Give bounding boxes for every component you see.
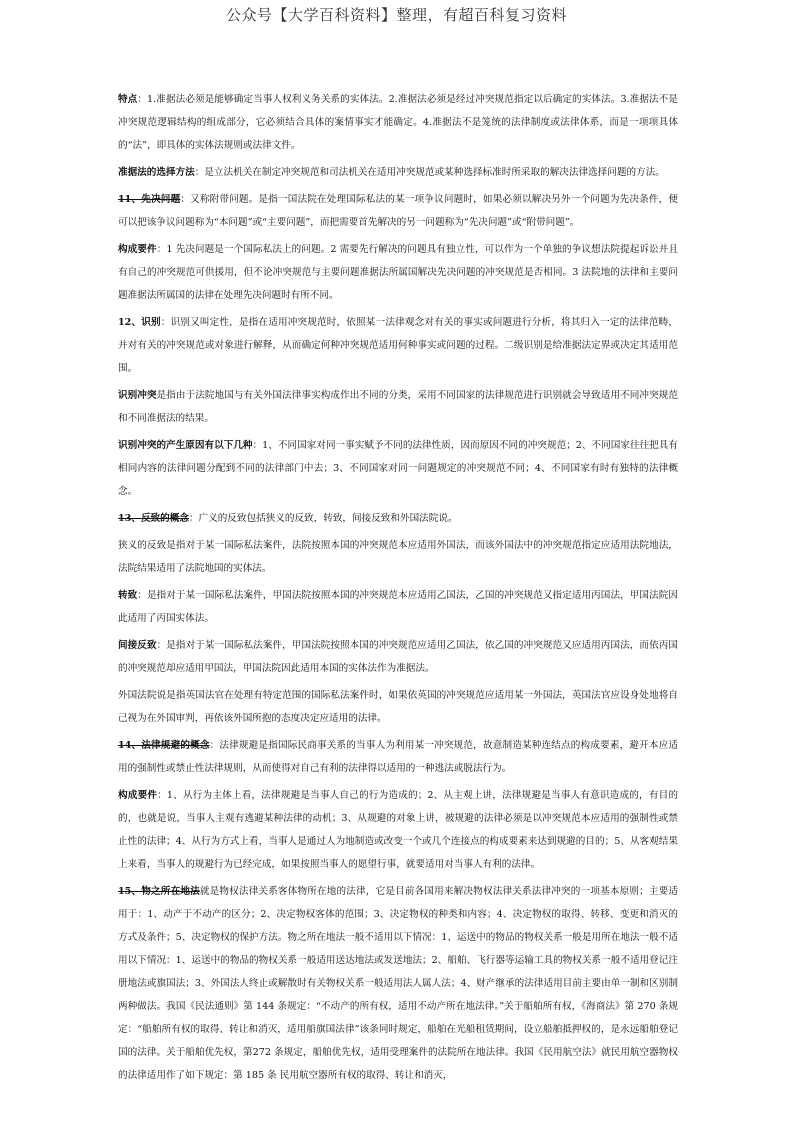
term-heading: 转致 [118, 590, 138, 601]
paragraph-conflict-of-characterization [118, 384, 678, 430]
paragraph-renvoi-concept [118, 507, 678, 530]
term-heading: 12、识别 [118, 317, 161, 328]
paragraph-text: ：1、从行为主体上看，法律规避是当事人自己的行为造成的；2、从主观上讲，法律规避是当事人有意识造成的，有目的的，也就是说，当事人主观有逃避某种法律的动机；3、从规避的对象上讲，被规避的法律必须是以冲突规范本应适用的强制性或禁止性的法律；4、从行为方式上看，当事人是通过人为地制造或改变一个或几个连接点的构成要素来达到规避的目的；5、从客观结果上来看，当事人的规避行为已经完成，如果按照当事人的愿望行事，就要适用对当事人有利的法律。 [118, 790, 679, 870]
paragraph-narrow-renvoi [118, 534, 678, 580]
document-body [118, 88, 678, 1091]
paragraph-characterization [118, 311, 678, 380]
paragraph-text: ：法律规避是指国际民商事关系的当事人为利用某一冲突规范，故意制造某种连结点的构成要素，避开本应适用的强制性或禁止性法律规则，从而使得对自己有利的法律得以适用的一种逃法或脱法行为。 [118, 740, 679, 774]
paragraph-characteristics [118, 88, 678, 157]
paragraph-text: ：识别又叫定性，是指在适用冲突规范时，依照某一法律观念对有关的事实或问题进行分析，将其归入一定的法律范畴，并对有关的冲突规范或对象进行解释，从而确定何种冲突规范适用何种事实或问题的过程。二级识别是给准据法定界或决定其适用范围。 [118, 317, 678, 374]
paragraph-text: ：1 先决问题是一个国际私法上的问题。2 需要先行解决的问题具有独立性，可以作为一个单独的争议想法院提起诉讼并且有自己的冲突规范可供援用，但不论冲突规范与主要问题准据法所属国解决先决问题的冲突规范是否相同。3 法院地的法律和主要问题准据法所属国的法律在处理先决问题时有所不同。 [118, 244, 678, 301]
paragraph-text: ：1、不同国家对同一事实赋予不同的法律性质，因而原因不同的冲突规范；2、不同国家往往把具有相同内容的法律问题分配到不同的法律部门中去；3、不同国家对同一问题规定的冲突规范不同；4、不同国家有时有独特的法律概念。 [118, 440, 678, 497]
paragraph-indirect-renvoi [118, 634, 678, 680]
paragraph-text: ：是指对于某一国际私法案件，甲国法院按照本国的冲突规范应适用乙国法，依乙国的冲突规范又应适用丙国法，而依丙国的冲突规范却应适用甲国法，甲国法院因此适用本国的实体法作为准据法。 [118, 640, 678, 674]
term-heading: 构成要件 [118, 790, 158, 801]
paragraph-text: ：1.准据法必须是能够确定当事人权利义务关系的实体法。2.准据法必须是经过冲突规范指定以后确定的实体法。3.准据法不是冲突规范逻辑结构的组成部分，它必须结合具体的案情事实才能确定。4.准据法不是笼统的法律制度或法律体系，而是一项项具体的“法”，即具体的实体法规则或法律文件。 [118, 94, 678, 151]
paragraph-text: 是指由于法院地国与有关外国法律事实构成作出不同的分类，采用不同国家的法律规范进行识别就会导致适用不同冲突规范和不同准据法的结果。 [118, 390, 678, 424]
paragraph-text: ：广义的反致包括狭义的反致，转致，间接反致和外国法院说。 [188, 513, 458, 524]
paragraph-text: 外国法院说是指英国法官在处理有特定范围的国际私法案件时，如果依英国的冲突规范应适用某一外国法，英国法官应设身处地将自己视为在外国审判，再依该外国所抱的态度决定应适用的法律。 [118, 690, 678, 724]
paragraph-evasion-elements [118, 784, 678, 876]
term-heading: 准据法的选择方法 [118, 167, 195, 178]
term-heading: 识别冲突 [118, 390, 157, 401]
term-heading: 15、物之所在地法 [118, 886, 200, 897]
term-heading: 13、反致的概念 [118, 513, 189, 524]
paragraph-lex-situs [118, 880, 678, 1087]
paragraph-text: 就是物权法律关系客体物所在地的法律，它是目前各国用来解决物权法律关系法律冲突的一项基本原则；主要适用于：1、动产于不动产的区分；2、决定物权客体的范围；3、决定物权的种类和内容；4、决定物权的取得、转移、变更和消灭的方式及条件；5、决定物权的保护方法。物之所在地法一般不适用以下情况：1、运送中的物品的物权关系一般是用所在地法一般不适用以下情况：1、运送中的物品的物权关系一般适用送达地法或发送地法；2、船舶、飞行器等运输工具的物权关系一般不适用登记注册地法或旗国法；3、外国法人终止或解散时有关物权关系一般适用法人属人法；4、财产继承的法律适用目前主要由单一制和区别制两种做法。我国《民法通则》第 144 条规定：“不动产的所有权，适用不动产所在地法律。”关于船舶所有权，《海商法》第 270 条规定：“船舶所有权的取得、转让和消灭，适用船旗国法律”该条同时规定，船舶在光船租赁期间，设立船舶抵押权的，是永远船舶登记国的法律。关于船舶优先权，第272 条规定，船舶优先权，适用受理案件的法院所在地法律。我国《民用航空法》就民用航空器物权的法律适用作了如下规定：第 185 条 民用航空器所有权的取得、转让和消灭， [118, 886, 679, 1081]
term-heading: 11、先决问题 [118, 194, 181, 205]
paragraph-constituent-elements [118, 238, 678, 307]
term-heading: 识别冲突的产生原因有以下几种 [118, 440, 253, 451]
term-heading: 间接反致 [118, 640, 157, 651]
paragraph-evasion-of-law [118, 734, 678, 780]
paragraph-text: 狭义的反致是指对于某一国际私法案件，法院按照本国的冲突规范本应适用外国法，而该外国法中的冲突规范指定应适用法院地法，法院结果适用了法院地国的实体法。 [118, 540, 678, 574]
paragraph-preliminary-question [118, 188, 678, 234]
paragraph-text: ：是指对于某一国际私法案件，甲国法院按照本国的冲突规范本应适用乙国法，乙国的冲突规范又指定适用丙国法，甲国法院因此适用了丙国实体法。 [118, 590, 678, 624]
paragraph-conflict-causes [118, 434, 678, 503]
paragraph-selection-methods [118, 161, 678, 184]
term-heading: 构成要件 [118, 244, 157, 255]
paragraph-foreign-court-theory [118, 684, 678, 730]
paragraph-text: ：是立法机关在制定冲突规范和司法机关在适用冲突规范或某种选择标准时所采取的解决法律选择问题的方法。 [194, 167, 665, 178]
term-heading: 特点 [118, 94, 138, 105]
paragraph-transmission [118, 584, 678, 630]
page-header: 公众号【大学百科资料】整理，有超百科复习资料 [225, 6, 567, 24]
term-heading: 14、法律规避的概念 [118, 740, 210, 751]
paragraph-text: ：又称附带问题。是指一国法院在处理国际私法的某一项争议问题时，如果必须以解决另外一个问题为先决条件，便可以把该争议问题称为“本问题”或“主要问题”，而把需要首先解决的另一问题称为“先决问题”或“附带问题”。 [118, 194, 678, 228]
